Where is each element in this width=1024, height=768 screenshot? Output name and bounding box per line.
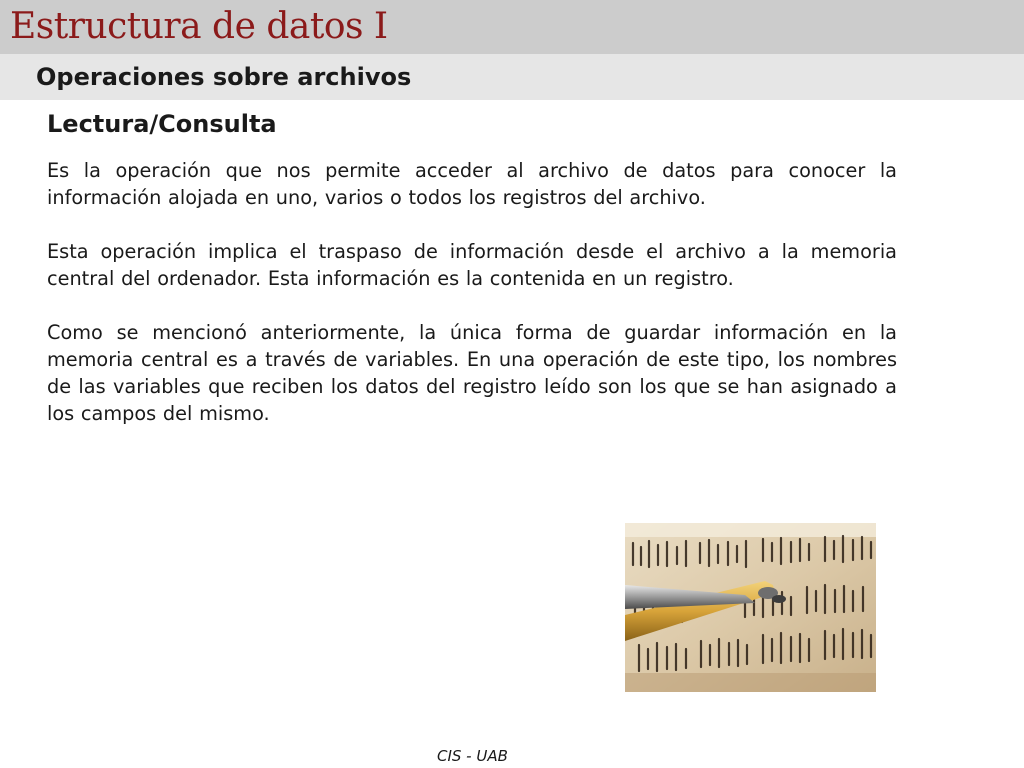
paragraph-3: Como se mencionó anteriormente, la única forma de guardar información en la memoria central es a través de variables. En una operación de este tipo, los nombres de las variables que reciben los datos del registro leído son los que se han asignado a los campos del mismo. [47,321,897,425]
slide-title: Estructura de datos I [10,6,388,47]
section-heading: Lectura/Consulta [47,110,277,138]
footer-text: CIS - UAB [437,747,508,765]
subtitle-bar [0,54,1024,100]
paragraph-2: Esta operación implica el traspaso de información desde el archivo a la memoria central del ordenador. Esta información es la contenida en un registro. [47,240,897,290]
body-text [47,157,897,454]
paragraph-1: Es la operación que nos permite acceder al archivo de datos para conocer la información alojada en uno, varios o todos los registros del archivo. [47,159,897,209]
slide-subtitle: Operaciones sobre archivos [36,63,412,91]
scroll-and-pointer-photo [625,523,876,692]
title-bar [0,0,1024,54]
